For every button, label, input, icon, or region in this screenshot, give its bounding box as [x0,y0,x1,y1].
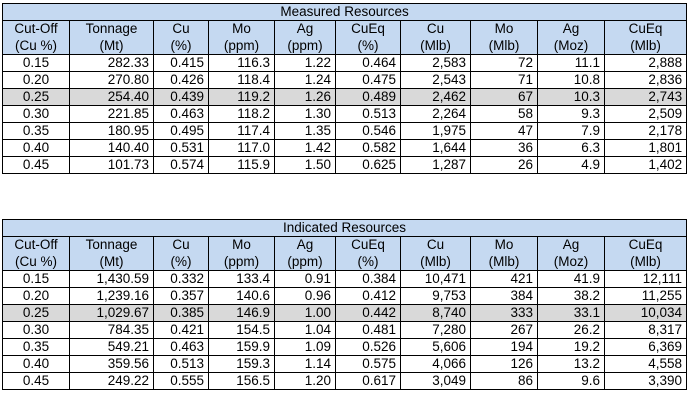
table-cell: 2,509 [605,106,687,123]
table-cell: 0.35 [3,339,70,356]
table-row [3,271,687,288]
column-header: Mo [209,237,275,254]
table-cell: 0.385 [154,305,209,322]
table-cell: 140.40 [70,140,154,157]
table-cell: 0.35 [3,123,70,140]
table-cell: 71 [471,72,538,89]
table-cell: 7.9 [538,123,605,140]
table-cell: 133.4 [209,271,275,288]
table-row [3,373,687,390]
header-row [3,237,687,254]
table-cell: 118.2 [209,106,275,123]
table-cell: 1,239.16 [70,288,154,305]
column-header: (%) [154,38,209,55]
table-cell: 119.2 [209,89,275,106]
table-cell: 0.25 [3,305,70,322]
column-header: (ppm) [209,254,275,271]
table-cell: 0.464 [336,55,401,72]
table-cell: 282.33 [70,55,154,72]
table-cell: 7,280 [401,322,471,339]
table-cell: 117.0 [209,140,275,157]
table-cell: 115.9 [209,157,275,174]
table-cell: 1.14 [275,356,336,373]
table-cell: 2,583 [401,55,471,72]
table-cell: 784.35 [70,322,154,339]
table-cell: 10.3 [538,89,605,106]
table-cell: 2,264 [401,106,471,123]
table-cell: 0.421 [154,322,209,339]
table-cell: 333 [471,305,538,322]
table-cell: 0.555 [154,373,209,390]
table-cell: 11.1 [538,55,605,72]
table-cell: 0.439 [154,89,209,106]
table-cell: 0.574 [154,157,209,174]
table-cell: 267 [471,322,538,339]
table-cell: 154.5 [209,322,275,339]
table-cell: 1.30 [275,106,336,123]
table-cell: 0.625 [336,157,401,174]
table-cell: 126 [471,356,538,373]
column-header: (Mlb) [471,38,538,55]
table-cell: 47 [471,123,538,140]
table-cell: 0.513 [336,106,401,123]
table-cell: 13.2 [538,356,605,373]
table-cell: 0.513 [154,356,209,373]
column-header: (%) [154,254,209,271]
table-cell: 1.09 [275,339,336,356]
table-cell: 0.463 [154,106,209,123]
table-cell: 0.442 [336,305,401,322]
table-cell: 156.5 [209,373,275,390]
column-header: Cu [401,21,471,38]
table-cell: 1.26 [275,89,336,106]
table-cell: 1,402 [605,157,687,174]
column-header: (Cu %) [3,254,70,271]
table-cell: 1.20 [275,373,336,390]
table-cell: 19.2 [538,339,605,356]
column-header: (Mlb) [471,254,538,271]
table-cell: 33.1 [538,305,605,322]
column-header: (Mlb) [401,38,471,55]
table-title-row [3,4,687,21]
table-cell: 0.384 [336,271,401,288]
table-cell: 1,801 [605,140,687,157]
table-cell: 36 [471,140,538,157]
column-header: CuEq [605,237,687,254]
table-row [3,157,687,174]
table-cell: 0.531 [154,140,209,157]
column-header: (Moz) [538,254,605,271]
column-header: (Mt) [70,38,154,55]
table-cell: 3,390 [605,373,687,390]
column-header: (Mlb) [605,38,687,55]
table-title: Indicated Resources [3,220,687,237]
table-cell: 26 [471,157,538,174]
table-cell: 0.426 [154,72,209,89]
table-cell: 0.357 [154,288,209,305]
table-cell: 3,049 [401,373,471,390]
measured-resources-table [2,3,687,174]
column-header: Cu [154,237,209,254]
table-cell: 2,543 [401,72,471,89]
table-cell: 5,606 [401,339,471,356]
column-header: (Mlb) [605,254,687,271]
table-cell: 0.40 [3,356,70,373]
table-cell: 180.95 [70,123,154,140]
column-header: Ag [275,237,336,254]
table-row [3,305,687,322]
table-cell: 0.412 [336,288,401,305]
table-row [3,356,687,373]
column-header: Ag [538,237,605,254]
table-cell: 0.30 [3,106,70,123]
column-header: Mo [471,237,538,254]
table-cell: 101.73 [70,157,154,174]
table-cell: 118.4 [209,72,275,89]
table-cell: 11,255 [605,288,687,305]
table-cell: 0.582 [336,140,401,157]
table-cell: 194 [471,339,538,356]
table-cell: 10,471 [401,271,471,288]
table-cell: 0.489 [336,89,401,106]
table-cell: 1.22 [275,55,336,72]
table-cell: 0.495 [154,123,209,140]
table-cell: 0.546 [336,123,401,140]
header-row [3,38,687,55]
table-cell: 1.42 [275,140,336,157]
table-row [3,322,687,339]
table-cell: 86 [471,373,538,390]
table-cell: 1.04 [275,322,336,339]
table-cell: 0.617 [336,373,401,390]
column-header: CuEq [336,237,401,254]
column-header: (ppm) [275,254,336,271]
column-header: Tonnage [70,237,154,254]
column-header: Ag [275,21,336,38]
table-cell: 117.4 [209,123,275,140]
table-cell: 38.2 [538,288,605,305]
table-cell: 9.3 [538,106,605,123]
table-row [3,106,687,123]
table-cell: 0.30 [3,322,70,339]
table-cell: 1.00 [275,305,336,322]
column-header: Mo [471,21,538,38]
table-cell: 0.96 [275,288,336,305]
table-cell: 0.20 [3,288,70,305]
table-cell: 159.9 [209,339,275,356]
table-cell: 116.3 [209,55,275,72]
column-header: Mo [209,21,275,38]
table-cell: 549.21 [70,339,154,356]
table-row [3,72,687,89]
column-header: Ag [538,21,605,38]
table-cell: 1,430.59 [70,271,154,288]
table-cell: 0.15 [3,55,70,72]
table-cell: 0.25 [3,89,70,106]
table-cell: 0.40 [3,140,70,157]
table-cell: 1,975 [401,123,471,140]
table-cell: 2,462 [401,89,471,106]
column-header: (%) [336,254,401,271]
table-cell: 6,369 [605,339,687,356]
table-cell: 0.475 [336,72,401,89]
table-cell: 159.3 [209,356,275,373]
table-cell: 0.91 [275,271,336,288]
column-header: (%) [336,38,401,55]
table-cell: 12,111 [605,271,687,288]
table-row [3,123,687,140]
table-cell: 2,836 [605,72,687,89]
table-cell: 249.22 [70,373,154,390]
table-cell: 1,644 [401,140,471,157]
column-header: Cut-Off [3,237,70,254]
table-row [3,55,687,72]
table-cell: 146.9 [209,305,275,322]
column-header: CuEq [336,21,401,38]
table-cell: 9,753 [401,288,471,305]
table-cell: 9.6 [538,373,605,390]
table-title-row [3,220,687,237]
table-cell: 0.332 [154,271,209,288]
table-title: Measured Resources [3,4,687,21]
table-cell: 2,743 [605,89,687,106]
table-cell: 4.9 [538,157,605,174]
column-header: (Cu %) [3,38,70,55]
table-cell: 384 [471,288,538,305]
table-cell: 4,066 [401,356,471,373]
table-cell: 140.6 [209,288,275,305]
column-header: Tonnage [70,21,154,38]
table-cell: 1,287 [401,157,471,174]
table-cell: 1,029.67 [70,305,154,322]
table-row [3,339,687,356]
table-cell: 254.40 [70,89,154,106]
table-cell: 0.481 [336,322,401,339]
table-cell: 10,034 [605,305,687,322]
column-header: (Mlb) [401,254,471,271]
table-cell: 0.463 [154,339,209,356]
table-cell: 221.85 [70,106,154,123]
column-header: (ppm) [209,38,275,55]
column-header: Cu [401,237,471,254]
table-cell: 1.50 [275,157,336,174]
table-row [3,89,687,106]
table-cell: 0.45 [3,373,70,390]
table-cell: 359.56 [70,356,154,373]
table-cell: 0.15 [3,271,70,288]
table-cell: 8,740 [401,305,471,322]
table-cell: 421 [471,271,538,288]
table-cell: 72 [471,55,538,72]
table-cell: 270.80 [70,72,154,89]
table-cell: 0.45 [3,157,70,174]
indicated-resources-table [2,219,687,390]
table-cell: 1.24 [275,72,336,89]
table-cell: 0.526 [336,339,401,356]
table-cell: 26.2 [538,322,605,339]
column-header: (ppm) [275,38,336,55]
table-cell: 0.575 [336,356,401,373]
table-row [3,288,687,305]
table-cell: 10.8 [538,72,605,89]
column-header: Cu [154,21,209,38]
column-header: (Mt) [70,254,154,271]
column-header: CuEq [605,21,687,38]
table-cell: 2,888 [605,55,687,72]
table-cell: 4,558 [605,356,687,373]
table-cell: 8,317 [605,322,687,339]
table-row [3,140,687,157]
table-cell: 41.9 [538,271,605,288]
table-cell: 67 [471,89,538,106]
table-cell: 1.35 [275,123,336,140]
table-cell: 6.3 [538,140,605,157]
table-cell: 58 [471,106,538,123]
header-row [3,254,687,271]
column-header: (Moz) [538,38,605,55]
column-header: Cut-Off [3,21,70,38]
table-cell: 2,178 [605,123,687,140]
table-cell: 0.415 [154,55,209,72]
header-row [3,21,687,38]
table-cell: 0.20 [3,72,70,89]
